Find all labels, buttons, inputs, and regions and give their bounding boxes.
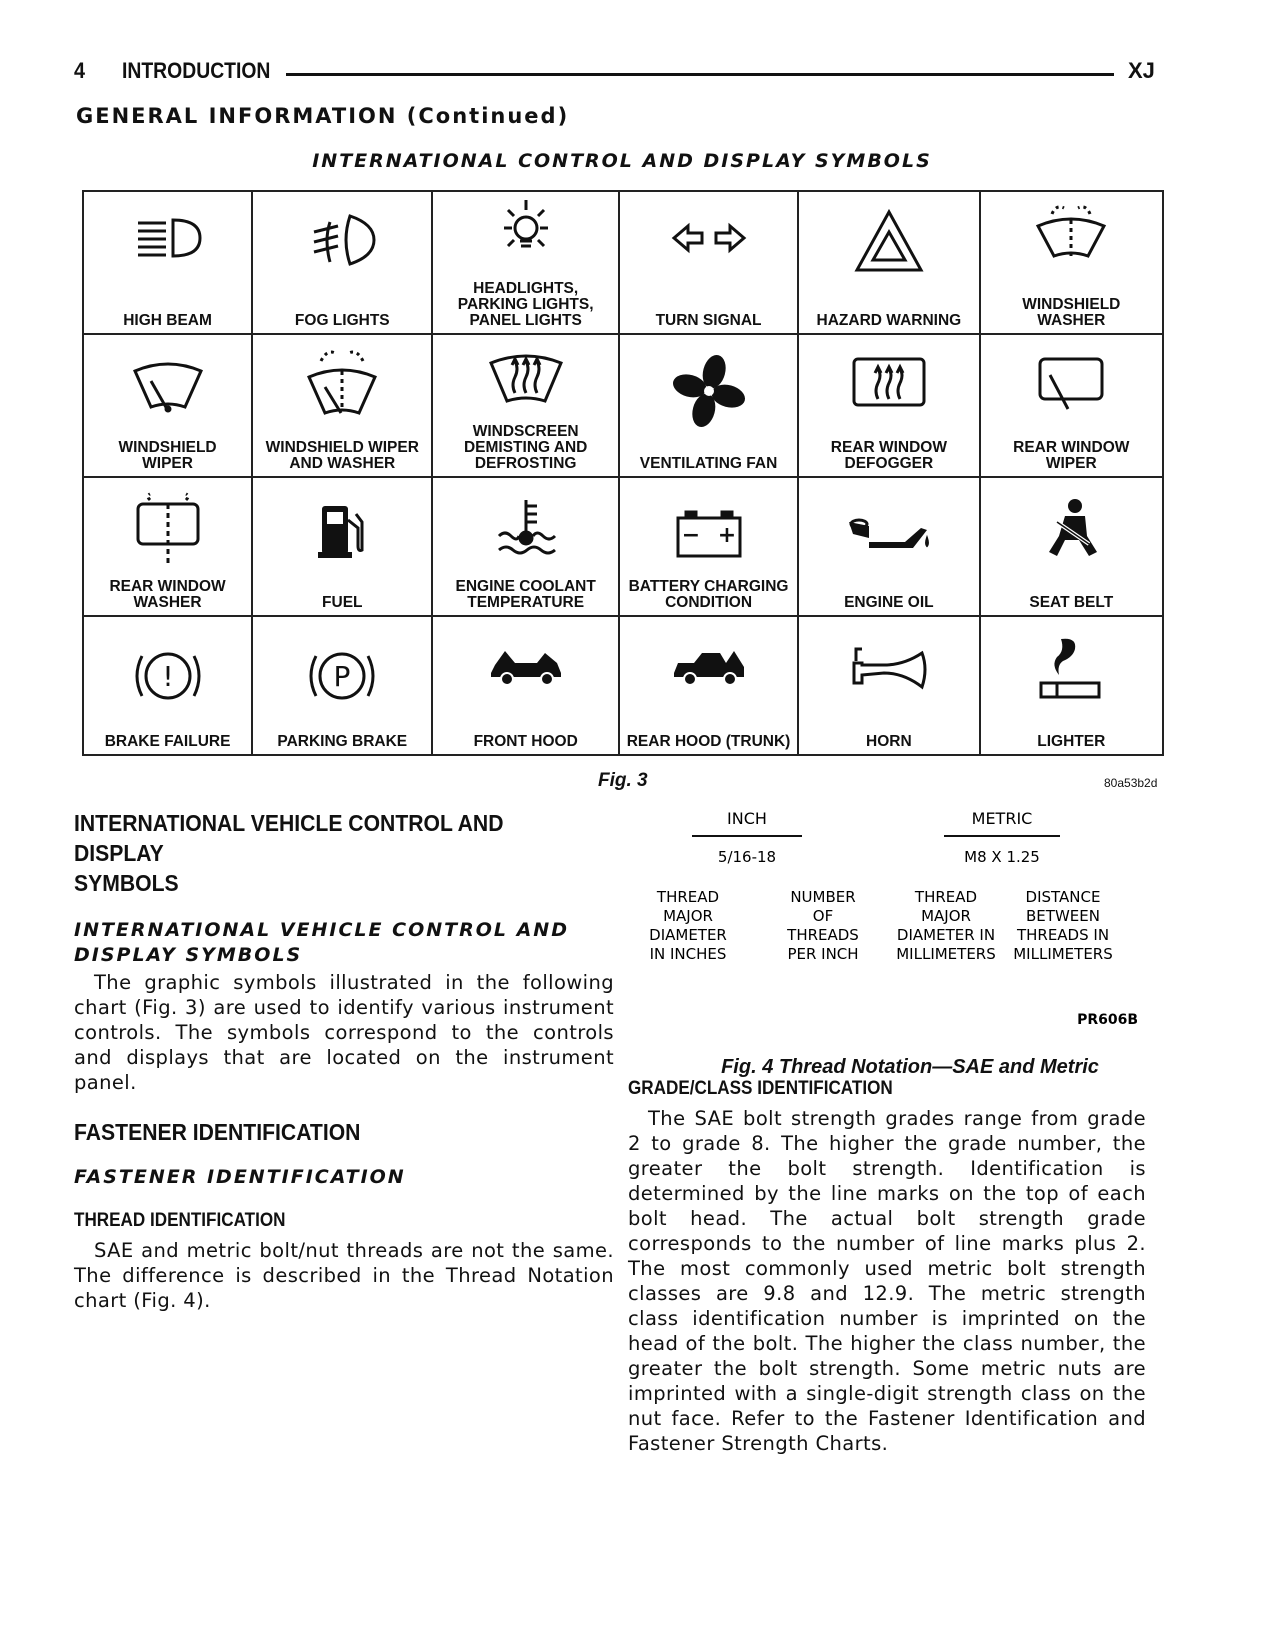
symbol-label: SEAT BELT	[1029, 594, 1114, 612]
paragraph: SAE and metric bolt/nut threads are not the same. The difference is described in the Thread Notation chart (Fig. 4).	[74, 1239, 614, 1312]
symbol-cell	[619, 616, 798, 755]
hazard-warning-icon	[849, 208, 929, 276]
windscreen-defrost-icon	[481, 345, 571, 415]
symbol-label: DEFROSTING	[474, 455, 577, 473]
symbol-label: BRAKE FAILURE	[104, 733, 231, 750]
rear-wiper-icon	[1026, 353, 1116, 423]
engine-oil-icon	[839, 508, 939, 568]
fig4-text: MILLIMETERS	[896, 945, 996, 963]
fig4-text: NUMBER	[790, 888, 856, 906]
section-heading: INTERNATIONAL VEHICLE CONTROL AND DISPLAY SYMBOLS	[74, 810, 504, 896]
symbol-cell	[252, 334, 432, 477]
symbol-label: WASHER	[1037, 312, 1106, 330]
symbol-cell	[798, 191, 979, 334]
header-rule	[286, 73, 1114, 76]
symbol-cell	[252, 616, 432, 755]
paragraph: The graphic symbols illustrated in the following chart (Fig. 3) are used to identify various instrument controls. The symbols correspond to the controls and displays that are located on the instrument panel.	[74, 971, 614, 1094]
fig4-text: OF	[812, 907, 834, 925]
metric-value: M8 X 1.25	[964, 848, 1040, 866]
symbol-cell	[619, 477, 798, 616]
symbol-cell	[980, 191, 1163, 334]
symbol-cell	[252, 191, 432, 334]
symbol-label: WINDSHIELD	[1022, 296, 1121, 314]
battery-minus: −	[681, 523, 700, 549]
fig4-text: DIAMETER	[649, 926, 727, 944]
fig4-text: THREADS IN	[1016, 926, 1110, 944]
wiper-and-washer-icon	[297, 343, 387, 423]
symbol-cell	[83, 616, 252, 755]
inch-value: 5/16-18	[717, 848, 777, 866]
symbols-chart	[82, 190, 1164, 756]
symbol-label: DEMISTING AND	[463, 439, 588, 457]
rear-washer-icon	[128, 492, 208, 568]
fig4-code: PR606B	[1077, 1012, 1138, 1028]
section-subheading: INTERNATIONAL VEHICLE CONTROL AND DISPLAY SYMBOLS	[74, 919, 569, 966]
rear-hood-icon	[664, 643, 754, 693]
symbol-label: ENGINE COOLANT	[455, 578, 596, 596]
symbol-label: PARKING LIGHTS,	[457, 296, 594, 314]
parking-brake-icon	[302, 643, 382, 709]
symbol-label: FUEL	[322, 594, 363, 612]
symbol-label: BATTERY CHARGING	[628, 578, 789, 596]
thread-heading: THREAD IDENTIFICATION	[74, 1210, 286, 1231]
fig4-text: THREAD	[914, 888, 978, 906]
symbol-label: REAR WINDOW	[109, 578, 226, 596]
windshield-wiper-icon	[123, 351, 213, 421]
symbol-label: CONDITION	[665, 594, 753, 612]
fig4-text: DIAMETER IN	[896, 926, 996, 944]
symbol-cell	[83, 334, 252, 477]
symbol-label: TURN SIGNAL	[655, 312, 762, 330]
fig4-text: PER INCH	[787, 945, 859, 963]
paragraph: The SAE bolt strength grades range from grade 2 to grade 8. The higher the grade number, the greater the bolt strength. Identification is determined by the line marks on the top of each bolt head. The actual bolt strength grade corresponds to the number of line marks plus 2. The most commonly used metric bolt strength classes are 9.8 and 12.9. The metric strength class identification number is imprinted on the head of the bolt. The higher the class number, the greater the bolt strength. Some metric nuts are imprinted with a single-digit strength class on the nut face. Refer to the Fastener Identification and Fastener Strength Charts.	[628, 1107, 1146, 1455]
horn-icon	[844, 639, 934, 699]
symbol-label: TEMPERATURE	[467, 594, 585, 612]
fig4-text: MILLIMETERS	[1013, 945, 1113, 963]
fig4-text: DISTANCE	[1025, 888, 1101, 906]
general-info-heading: GENERAL INFORMATION (Continued)	[76, 104, 570, 128]
symbol-label: WIPER	[142, 455, 193, 473]
lighter-icon	[1031, 635, 1111, 705]
symbol-cell	[432, 616, 618, 755]
symbol-label: WINDSHIELD	[118, 439, 217, 457]
turn-signal-icon	[664, 208, 754, 268]
windshield-washer-icon	[1026, 200, 1116, 270]
symbol-label: WIPER	[1045, 455, 1097, 473]
symbol-label: FOG LIGHTS	[294, 312, 390, 330]
symbol-label: REAR WINDOW	[830, 439, 947, 457]
right-column	[628, 1078, 1146, 1456]
left-column	[74, 808, 614, 1313]
fig4-text: MAJOR	[663, 907, 713, 925]
symbol-cell	[798, 616, 979, 755]
headlights-icon	[486, 198, 566, 262]
symbol-label: HIGH BEAM	[123, 312, 212, 330]
symbol-label: WINDSHIELD WIPER	[265, 439, 419, 457]
thread-notation-figure	[620, 800, 1180, 1030]
symbol-cell	[619, 334, 798, 477]
symbol-label: PANEL LIGHTS	[469, 312, 582, 330]
symbol-cell	[619, 191, 798, 334]
fig3-caption: Fig. 3	[598, 770, 648, 791]
symbol-label: WASHER	[133, 594, 202, 612]
front-hood-icon	[481, 643, 571, 693]
fog-lights-icon	[302, 208, 382, 272]
metric-title: METRIC	[971, 809, 1033, 828]
model-code: XJ	[1128, 58, 1155, 83]
grade-heading: GRADE/CLASS IDENTIFICATION	[628, 1078, 893, 1099]
symbol-label: HORN	[866, 733, 912, 750]
fig4-text: THREAD	[656, 888, 720, 906]
coolant-temp-icon	[481, 496, 571, 566]
brake-exclamation: !	[161, 660, 174, 694]
symbol-cell	[432, 334, 618, 477]
fig4-text: MAJOR	[921, 907, 971, 925]
symbol-label: HEADLIGHTS,	[473, 280, 579, 298]
chart-title: INTERNATIONAL CONTROL AND DISPLAY SYMBOLS	[312, 150, 932, 172]
page-number: 4	[74, 58, 86, 83]
battery-plus: +	[717, 523, 736, 549]
symbol-cell	[798, 477, 979, 616]
fig3-code: 80a53b2d	[1104, 776, 1158, 790]
fig4-text: BETWEEN	[1026, 907, 1100, 925]
symbol-cell	[980, 477, 1163, 616]
fig4-text: IN INCHES	[649, 945, 727, 963]
high-beam-icon	[128, 208, 208, 268]
inch-title: INCH	[727, 809, 767, 828]
symbol-label: WINDSCREEN	[472, 423, 579, 441]
symbol-cell	[980, 616, 1163, 755]
brake-p: P	[333, 660, 351, 694]
symbol-cell	[432, 477, 618, 616]
symbol-label: REAR HOOD (TRUNK)	[626, 733, 791, 750]
seat-belt-icon	[1031, 496, 1111, 566]
fastener-subheading: FASTENER IDENTIFICATION	[74, 1166, 406, 1188]
battery-icon	[664, 508, 754, 568]
fig4-caption: Fig. 4 Thread Notation—SAE and Metric	[721, 1056, 1099, 1078]
symbol-cell	[83, 477, 252, 616]
symbol-cell	[83, 191, 252, 334]
symbol-cell	[798, 334, 979, 477]
symbol-label: REAR WINDOW	[1013, 439, 1130, 457]
rear-defogger-icon	[844, 353, 934, 417]
symbol-cell	[432, 191, 618, 334]
symbol-label: LIGHTER	[1037, 733, 1106, 750]
symbol-label: DEFOGGER	[844, 455, 934, 473]
symbol-label: AND WASHER	[289, 455, 396, 473]
symbol-label: VENTILATING FAN	[639, 455, 778, 473]
symbol-label: HAZARD WARNING	[816, 312, 962, 330]
symbol-label: PARKING BRAKE	[277, 733, 408, 750]
symbol-label: ENGINE OIL	[844, 594, 934, 612]
fan-icon	[669, 353, 749, 429]
symbol-label: FRONT HOOD	[473, 733, 578, 750]
symbol-cell	[980, 334, 1163, 477]
symbol-cell	[252, 477, 432, 616]
fuel-icon	[302, 496, 382, 566]
fig4-text: THREADS	[787, 926, 859, 944]
brake-failure-icon	[128, 643, 208, 709]
section-title: INTRODUCTION	[122, 58, 271, 83]
fastener-heading: FASTENER IDENTIFICATION	[74, 1119, 361, 1145]
